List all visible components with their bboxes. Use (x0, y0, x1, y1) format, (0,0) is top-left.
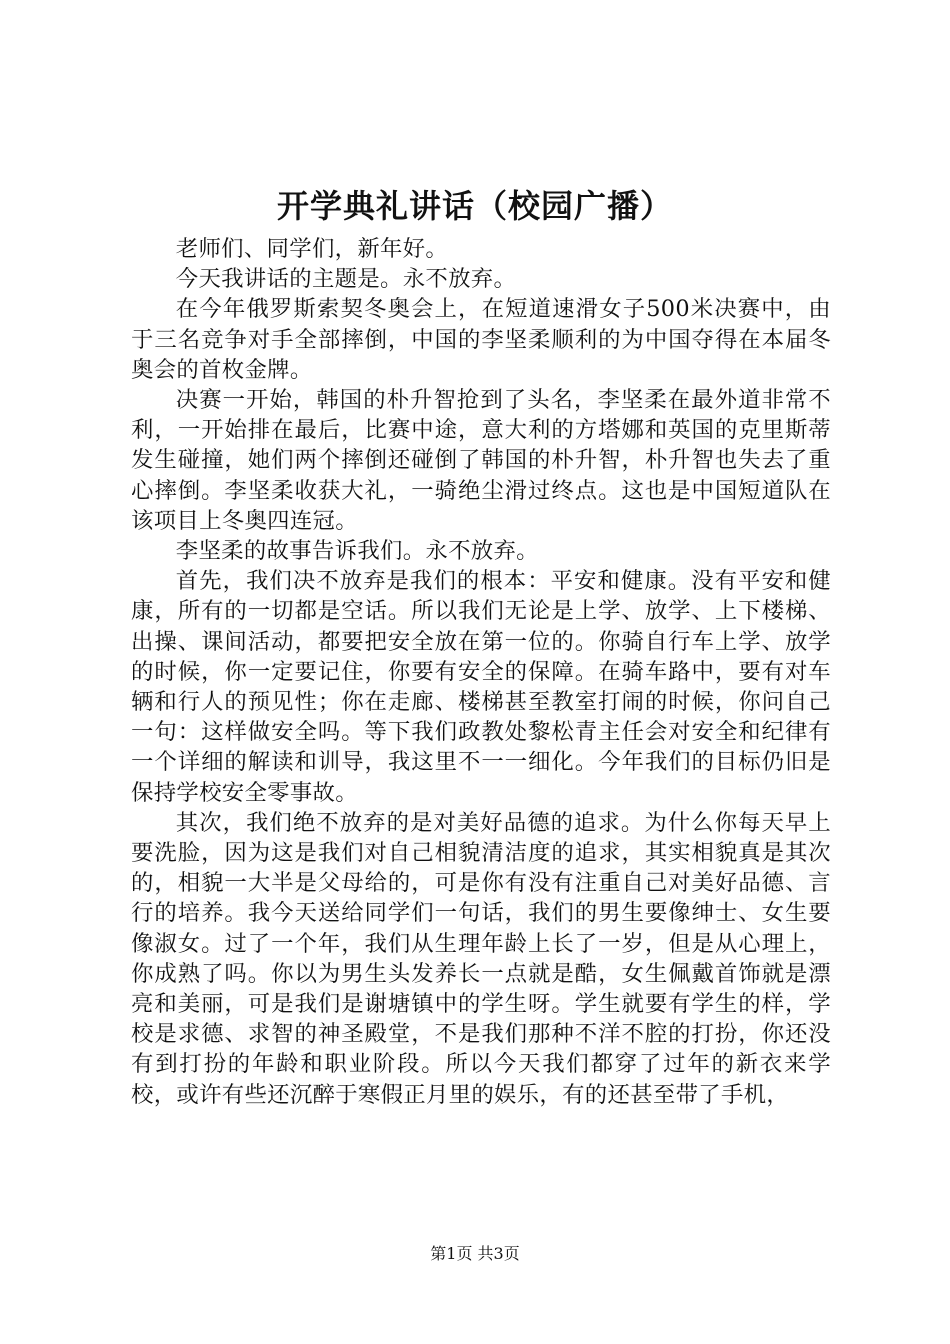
document-title: 开学典礼讲话（校园广播） (276, 187, 673, 225)
document-body (131, 234, 831, 1110)
paragraph-olympics: 在今年俄罗斯索契冬奥会上，在短道速滑女子500米决赛中，由于三名竞争对手全部摔倒，中国的李坚柔顺利的为中国夺得在本届冬奥会的首枚金牌。 (131, 296, 831, 383)
paragraph-greeting: 老师们、同学们，新年好。 (175, 236, 449, 262)
paragraph-theme: 今天我讲话的主题是。永不放弃。 (175, 266, 517, 293)
page-number-footer: 第1页 共3页 (430, 1244, 520, 1263)
paragraph-final-race: 决赛一开始，韩国的朴升智抢到了头名，李坚柔在最外道非常不利，一开始排在最后，比赛中途，意大利的方塔娜和英国的克里斯蒂发生碰撞，她们两个摔倒还碰倒了韩国的朴升智，朴升智也失去了重心摔倒。李坚柔收获大礼，一骑绝尘滑过终点。这也是中国短道队在该项目上冬奥四连冠。 (131, 387, 831, 534)
paragraph-lesson: 李坚柔的故事告诉我们。永不放弃。 (175, 538, 539, 565)
paragraph-safety: 首先，我们决不放弃是我们的根本：平安和健康。没有平安和健康，所有的一切都是空话。所以我们无论是上学、放学、上下楼梯、出操、课间活动，都要把安全放在第一位的。你骑自行车上学、放学的时候，你一定要记住，你要有安全的保障。在骑车路中，要有对车辆和行人的预见性；你在走廊、楼梯甚至教室打闹的时候，你问自己一句：这样做安全吗。等下我们政教处黎松青主任会对安全和纪律有一个详细的解读和训导，我这里不一一细化。今年我们的目标仍旧是保持学校安全零事故。 (131, 568, 831, 806)
paragraph-character: 其次，我们绝不放弃的是对美好品德的追求。为什么你每天早上要洗脸，因为这是我们对自己相貌清洁度的追求，其实相貌真是其次的，相貌一大半是父母给的，可是你有没有注重自己对美好品德、言行的培养。我今天送给同学们一句话，我们的男生要像绅士、女生要像淑女。过了一个年，我们从生理年龄上长了一岁，但是从心理上，你成熟了吗。你以为男生头发养长一点就是酷，女生佩戴首饰就是漂亮和美丽，可是我们是谢塘镇中的学生呀。学生就要有学生的样，学校是求德、求智的神圣殿堂，不是我们那种不洋不腔的打扮，你还没有到打扮的年龄和职业阶段。所以今天我们都穿了过年的新衣来学校，或许有些还沉醉于寒假正月里的娱乐，有的还甚至带了手机， (131, 809, 831, 1108)
